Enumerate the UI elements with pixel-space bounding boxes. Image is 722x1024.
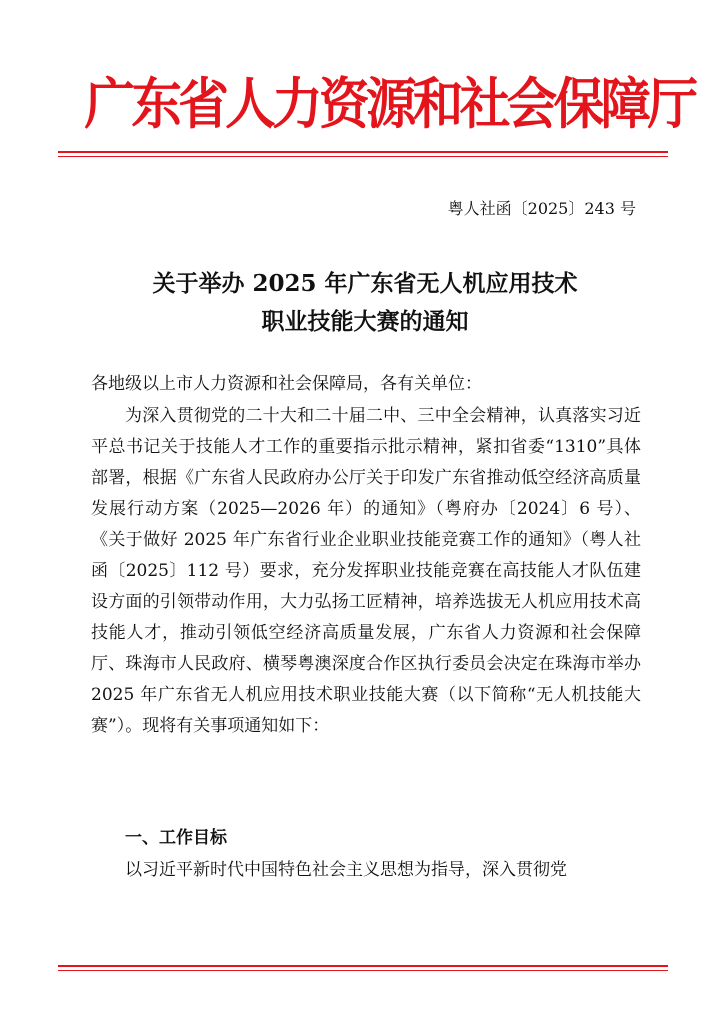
paragraph-guiding-ideology: 以习近平新时代中国特色社会主义思想为指导，深入贯彻党 [125,860,567,880]
paragraph-intro: 为深入贯彻党的二十大和二十届二中、三中全会精神，认真落实习近平总书记关于技能人才工作的重要指示批示精神，紧扣省委“1310”具体部署，根据《广东省人民政府办公厅关于印发广东省推动低空经济高质量发展行动方案（2025—2026 年）的通知》（粤府办〔2024〕6 号）、《关于做好 2025 年广东省行业企业职业技能竞赛工作的通知》（粤人社函〔2025〕112 号）要求，充分发挥职业技能竞赛在高技能人才队伍建设方面的引领带动作用，大力弘扬工匠精神，培养选拔无人机应用技术高技能人才，推动引领低空经济高质量发展，广东省人力资源和社会保障厅、珠海市人民政府、横琴粤澳深度合作区执行委员会决定在珠海市举办 2025 年广东省无人机应用技术职业技能大赛（以下简称“无人机技能大赛”）。现将有关事项通知如下： [91,406,641,736]
document-title-line-1: 关于举办 2025 年广东省无人机应用技术 [152,270,578,297]
document-number: 粤人社函〔2025〕243 号 [447,199,636,218]
footer-rule-thin [58,970,668,971]
header-rule-thin [58,156,668,157]
footer-rule-thick [58,965,668,967]
agency-header: 广东省人力资源和社会保障厅 [84,71,695,136]
document-title-line-2: 职业技能大赛的通知 [261,308,469,335]
section-heading-work-goals: 一、工作目标 [125,828,227,848]
salutation: 各地级以上市人力资源和社会保障局，各有关单位： [91,374,482,394]
header-rule-thick [58,151,668,153]
